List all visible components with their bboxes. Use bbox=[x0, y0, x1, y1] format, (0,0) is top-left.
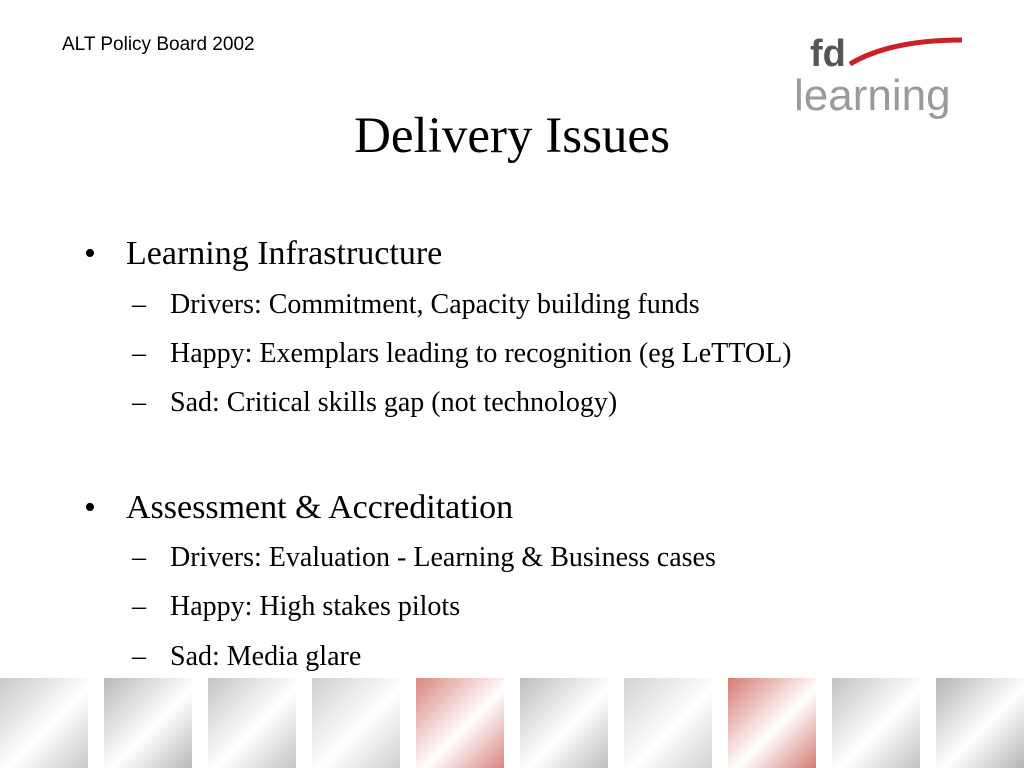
photo-strip bbox=[0, 678, 1024, 768]
header-text: ALT Policy Board 2002 bbox=[62, 34, 255, 55]
photo-tile bbox=[416, 678, 504, 768]
bullet-dot: • bbox=[84, 489, 96, 526]
dash: – bbox=[132, 387, 146, 418]
bullet-learning-infrastructure bbox=[84, 234, 442, 274]
logo-text-fd: fd bbox=[810, 33, 846, 75]
sub-item bbox=[132, 337, 792, 371]
sub-item bbox=[132, 541, 716, 575]
bullet-heading: Assessment & Accreditation bbox=[126, 489, 514, 526]
sub-item bbox=[132, 386, 617, 420]
photo-tile bbox=[208, 678, 296, 768]
sub-item-text: Sad: Critical skills gap (not technology) bbox=[170, 387, 618, 418]
sub-item-text: Drivers: Evaluation - Learning & Business cases bbox=[170, 542, 716, 573]
sub-item-text: Sad: Media glare bbox=[170, 641, 362, 672]
photo-tile bbox=[728, 678, 816, 768]
dash: – bbox=[132, 289, 146, 320]
photo-tile bbox=[936, 678, 1024, 768]
photo-tile bbox=[624, 678, 712, 768]
bullet-assessment-accreditation bbox=[84, 488, 513, 528]
photo-tile bbox=[520, 678, 608, 768]
sub-item bbox=[132, 640, 361, 674]
dash: – bbox=[132, 641, 146, 672]
dash: – bbox=[132, 542, 146, 573]
sub-item-text: Happy: Exemplars leading to recognition (eg LeTTOL) bbox=[170, 338, 792, 369]
sub-item-text: Drivers: Commitment, Capacity building funds bbox=[170, 289, 700, 320]
bullet-heading: Learning Infrastructure bbox=[126, 235, 443, 272]
sub-item bbox=[132, 590, 460, 624]
logo-text-learning: learning bbox=[794, 71, 951, 120]
bullet-dot: • bbox=[84, 235, 96, 272]
photo-tile bbox=[312, 678, 400, 768]
slide-title: Delivery Issues bbox=[354, 108, 670, 164]
sub-item bbox=[132, 288, 700, 322]
photo-tile bbox=[0, 678, 88, 768]
dash: – bbox=[132, 591, 146, 622]
photo-tile bbox=[832, 678, 920, 768]
photo-tile bbox=[104, 678, 192, 768]
dash: – bbox=[132, 338, 146, 369]
sub-item-text: Happy: High stakes pilots bbox=[170, 591, 461, 622]
